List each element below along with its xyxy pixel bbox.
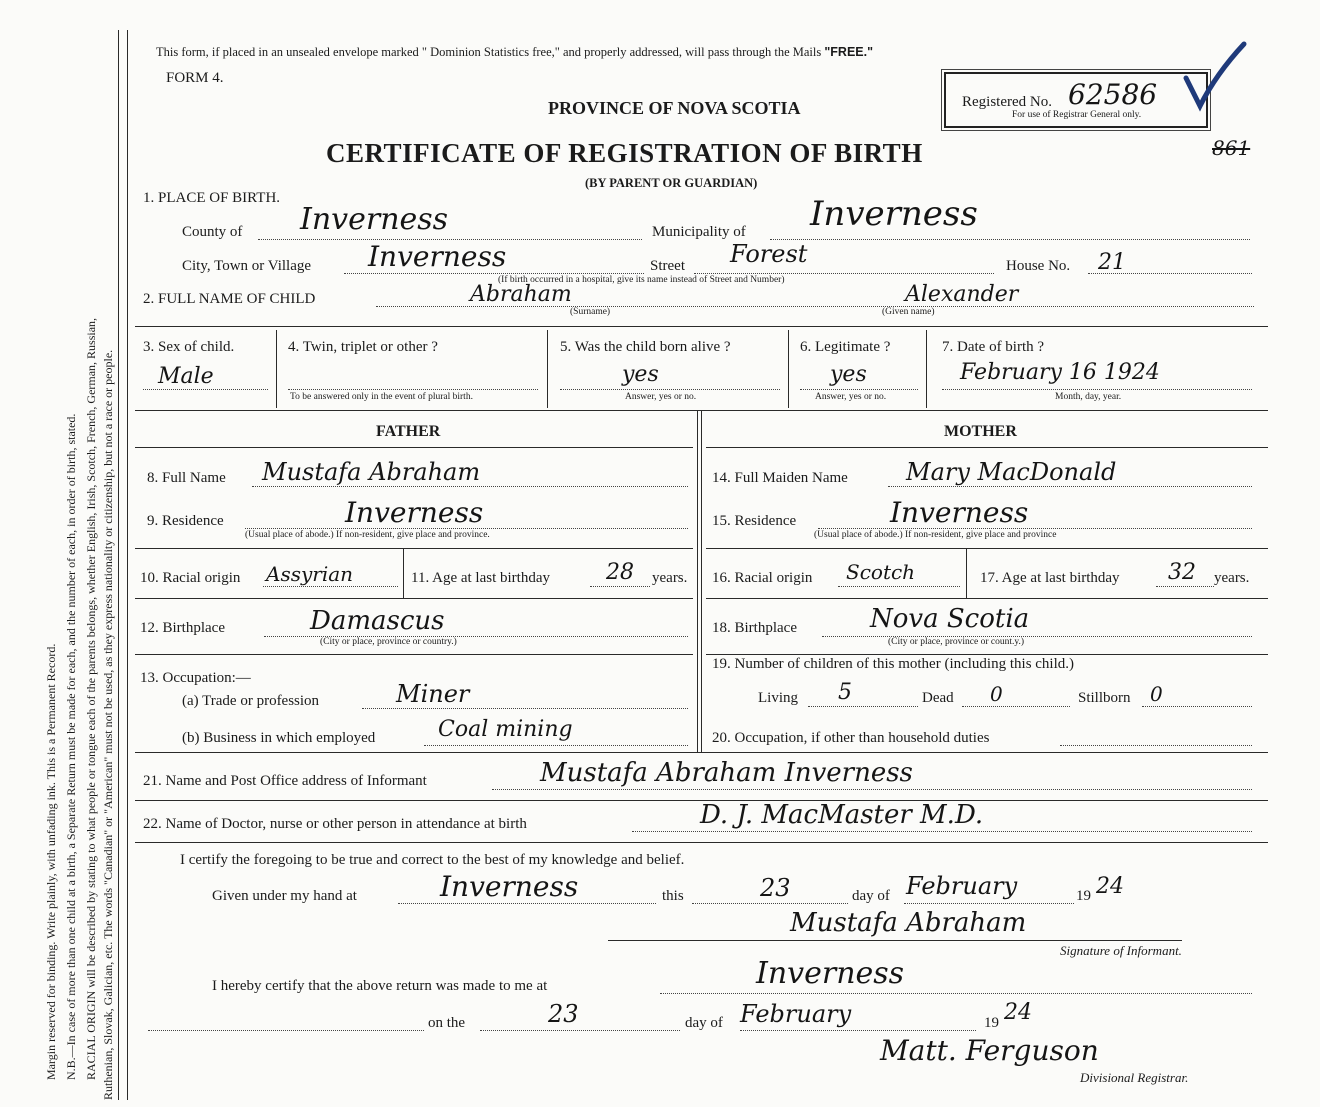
alive-note: Answer, yes or no. (625, 392, 697, 402)
father-business-line (424, 745, 688, 746)
twin-label: 4. Twin, triplet or other ? (288, 339, 438, 355)
father-occ-label: 13. Occupation:— (140, 670, 251, 686)
mother-res-line (818, 528, 1252, 529)
binding-margin-line-2 (127, 30, 128, 1100)
rule (135, 326, 1268, 327)
father-res-value: Inverness (345, 496, 484, 529)
rule (135, 598, 693, 599)
city-line (344, 273, 644, 274)
father-age-label: 11. Age at last birthday (411, 570, 550, 586)
mother-res-note: (Usual place of abode.) If non-resident, give place and province (814, 530, 1057, 540)
mother-name-line (888, 486, 1252, 487)
registrar-caption: Divisional Registrar. (1080, 1070, 1189, 1085)
place-label: 1. PLACE OF BIRTH. (143, 190, 281, 206)
stillborn-line (1142, 706, 1252, 707)
alive-value: yes (622, 362, 659, 387)
divider (966, 548, 967, 598)
mother-occ-label: 20. Occupation, if other than household duties (712, 730, 990, 746)
rule (706, 598, 1268, 599)
given-caption: (Given name) (882, 307, 935, 317)
doctor-line (632, 831, 1252, 832)
city-value: Inverness (368, 240, 507, 273)
signature-line (608, 940, 1182, 941)
margin-line-2: N.B.—In case of more than one child at a birth, a Separate Return must be made for each, and the number of each, in order of birth, stated. (64, 413, 78, 1080)
rule (706, 548, 1268, 549)
mother-race-label: 16. Racial origin (712, 570, 813, 586)
check-mark-icon (1180, 38, 1250, 118)
living-line (808, 706, 918, 707)
form-number: FORM 4. (166, 70, 224, 86)
registrar-day-of: day of (685, 1015, 723, 1031)
municipality-line (770, 239, 1250, 240)
living-label: Living (758, 690, 798, 706)
mother-race-value: Scotch (846, 560, 916, 584)
mail-notice (156, 45, 873, 60)
divider (276, 330, 277, 408)
registrar-note: For use of Registrar General only. (1012, 110, 1142, 120)
registered-number: 62586 (1068, 78, 1158, 111)
informant-value: Mustafa Abraham Inverness (540, 758, 913, 788)
dead-value: 0 (990, 682, 1003, 706)
mother-bp-value: Nova Scotia (870, 604, 1030, 634)
page-subtitle: (BY PARENT OR GUARDIAN) (585, 176, 758, 190)
mother-name-value: Mary MacDonald (906, 458, 1117, 486)
child-name-label: 2. FULL NAME OF CHILD (143, 291, 316, 307)
mother-children-label: 19. Number of children of this mother (including this child.) (712, 656, 1075, 672)
house-value: 21 (1098, 250, 1126, 275)
doctor-value: D. J. MacMaster M.D. (700, 800, 984, 830)
father-trade-line (362, 708, 688, 709)
county-value: Inverness (300, 202, 449, 237)
doctor-label: 22. Name of Doctor, nurse or other person in attendance at birth (143, 816, 527, 832)
mail-notice-text: This form, if placed in an unsealed envelope marked " Dominion Statistics free," and properly addressed, will pass through the Mails (156, 45, 822, 59)
registrar-year: 24 (1004, 1000, 1032, 1025)
father-race-line (263, 586, 398, 587)
registrar-year-prefix: 19 (984, 1015, 999, 1031)
father-res-line (245, 528, 688, 529)
dob-line (942, 389, 1252, 390)
province-heading: PROVINCE OF NOVA SCOTIA (548, 98, 801, 118)
center-divider-2 (701, 410, 702, 752)
county-label: County of (182, 224, 243, 240)
margin-line-4: Ruthenian, Slovak, Galician, etc. The words "Canadian" or "American" must not be used, as they express nationality or citizenship, but not a race or people. (101, 349, 115, 1100)
sex-label: 3. Sex of child. (143, 339, 235, 355)
divider (403, 548, 404, 598)
registered-box (944, 72, 1208, 128)
mail-notice-free: "FREE." (824, 45, 874, 59)
municipality-label: Municipality of (652, 224, 746, 240)
father-name-line (252, 486, 688, 487)
registrar-statement: I hereby certify that the above return was made to me at (212, 978, 548, 994)
father-name-label: 8. Full Name (147, 470, 226, 486)
mother-race-line (838, 586, 960, 587)
alive-line (560, 389, 780, 390)
father-bp-value: Damascus (310, 606, 445, 636)
father-trade-value: Miner (396, 680, 470, 708)
street-line (694, 273, 994, 274)
sex-value: Male (158, 364, 214, 389)
mother-heading: MOTHER (944, 423, 1017, 440)
divider (788, 330, 789, 408)
father-age-value: 28 (606, 560, 634, 585)
margin-line-1: Margin reserved for binding. Write plainly, with unfading ink. This is a Permanent Record. (44, 643, 58, 1080)
rule (706, 447, 1268, 448)
registered-label: Registered No. (962, 94, 1052, 110)
father-trade-label: (a) Trade or profession (182, 693, 320, 709)
certify-day-of: day of (852, 888, 890, 904)
rule (135, 548, 693, 549)
registrar-month: February (740, 1000, 852, 1028)
child-given-name: Alexander (905, 282, 1019, 307)
father-bp-label: 12. Birthplace (140, 620, 225, 636)
rule (135, 842, 1268, 843)
legit-label: 6. Legitimate ? (800, 339, 891, 355)
father-res-label: 9. Residence (147, 513, 224, 529)
father-race-value: Assyrian (266, 562, 354, 586)
registrar-place-line (660, 993, 1252, 994)
registrar-lead-line (148, 1030, 424, 1031)
certify-month: February (906, 872, 1018, 900)
city-label: City, Town or Village (182, 258, 312, 274)
surname-caption: (Surname) (570, 307, 611, 317)
certify-day: 23 (760, 874, 791, 902)
dob-label: 7. Date of birth ? (942, 339, 1045, 355)
father-race-label: 10. Racial origin (140, 570, 241, 586)
street-label: Street (650, 258, 685, 274)
father-bp-note: (City or place, province or country.) (320, 637, 457, 647)
father-name-value: Mustafa Abraham (262, 458, 481, 486)
this-label: this (662, 888, 684, 904)
margin-line-3: RACIAL ORIGIN will be described by stating to what people or tongue each of the parents belongs, whether English, Irish, Scotch, French, German, Russian, (84, 317, 98, 1080)
legit-note: Answer, yes or no. (815, 392, 887, 402)
registrar-month-line (740, 1030, 976, 1031)
signature-caption: Signature of Informant. (1060, 943, 1182, 958)
father-business-value: Coal mining (438, 717, 573, 742)
twin-note: To be answered only in the event of plural birth. (290, 392, 473, 402)
dead-label: Dead (922, 690, 954, 706)
mother-bp-label: 18. Birthplace (712, 620, 797, 636)
father-age-line (590, 586, 650, 587)
twin-line (288, 389, 538, 390)
father-years: years. (652, 570, 688, 586)
stillborn-label: Stillborn (1078, 690, 1131, 706)
hospital-note: (If birth occurred in a hospital, give its name instead of Street and Number) (498, 275, 785, 285)
struck-number: 861 (1212, 136, 1251, 160)
mother-name-label: 14. Full Maiden Name (712, 470, 848, 486)
street-value: Forest (730, 240, 808, 268)
mother-bp-line (822, 636, 1252, 637)
registrar-day-line (480, 1030, 680, 1031)
registrar-place: Inverness (756, 956, 905, 991)
mother-age-value: 32 (1168, 560, 1196, 585)
certify-day-line (692, 903, 848, 904)
certify-statement: I certify the foregoing to be true and correct to the best of my knowledge and belief. (180, 852, 685, 868)
stillborn-value: 0 (1150, 682, 1163, 706)
child-surname: Abraham (470, 282, 572, 307)
divider (926, 330, 927, 408)
registrar-day: 23 (548, 1000, 579, 1028)
informant-line (492, 789, 1252, 790)
given-place-line (398, 903, 656, 904)
mother-age-label: 17. Age at last birthday (980, 570, 1120, 586)
mother-years: years. (1214, 570, 1250, 586)
certify-year: 24 (1096, 874, 1124, 899)
binding-margin-line (118, 30, 119, 1100)
dead-line (962, 706, 1070, 707)
living-value: 5 (838, 680, 852, 705)
father-business-label: (b) Business in which employed (182, 730, 376, 746)
legit-value: yes (830, 362, 867, 387)
mother-res-value: Inverness (890, 496, 1029, 529)
father-res-note: (Usual place of abode.) If non-resident, give place and province. (245, 530, 490, 540)
dob-note: Month, day, year. (1055, 392, 1122, 402)
legit-line (800, 389, 918, 390)
rule (135, 752, 1268, 753)
father-heading: FATHER (376, 423, 441, 440)
page-title: CERTIFICATE OF REGISTRATION OF BIRTH (326, 138, 923, 168)
certify-year-prefix: 19 (1076, 888, 1091, 904)
divider (547, 330, 548, 408)
dob-value: February 16 1924 (960, 360, 1160, 385)
given-label: Given under my hand at (212, 888, 357, 904)
given-place: Inverness (440, 870, 579, 903)
center-divider (697, 410, 698, 752)
informant-signature: Mustafa Abraham (790, 908, 1027, 938)
registrar-on-the: on the (428, 1015, 466, 1031)
informant-label: 21. Name and Post Office address of Informant (143, 773, 427, 789)
certify-month-line (904, 903, 1074, 904)
municipality-value: Inverness (810, 194, 978, 234)
house-label: House No. (1006, 258, 1071, 274)
mother-bp-note: (City or place, province or count.y.) (888, 637, 1025, 647)
sex-line (143, 389, 268, 390)
rule (135, 447, 693, 448)
mother-age-line (1156, 586, 1214, 587)
rule (135, 654, 693, 655)
rule (706, 654, 1268, 655)
registrar-signature: Matt. Ferguson (880, 1034, 1099, 1067)
alive-label: 5. Was the child born alive ? (560, 339, 731, 355)
mother-res-label: 15. Residence (712, 513, 797, 529)
mother-occ-line (1060, 745, 1252, 746)
